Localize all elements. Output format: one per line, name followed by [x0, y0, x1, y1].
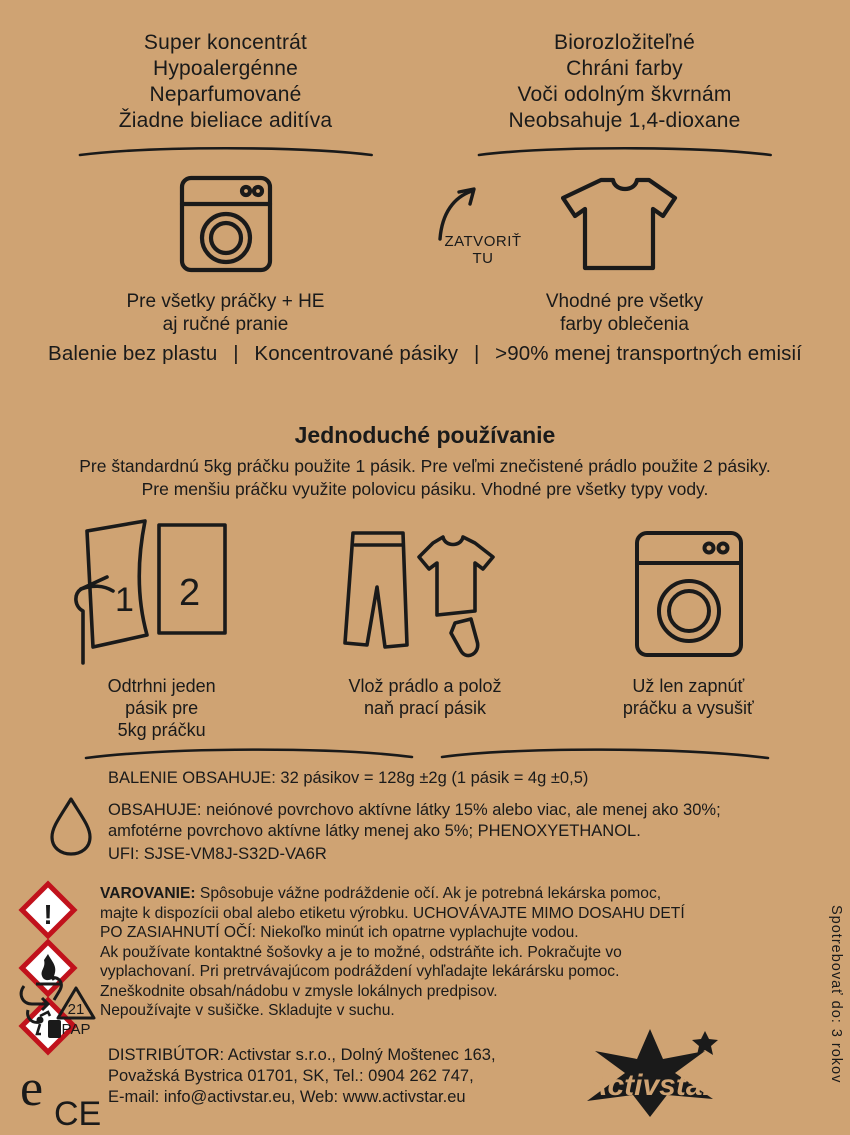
warning-line: Nepoužívajte v sušičke. Skladujte v suchu.: [100, 1002, 395, 1019]
usage-step-2: [293, 515, 556, 741]
usage-title: Jednoduché používanie: [294, 422, 556, 448]
warning-line: Zneškodnite obsah/nádobu v zmysle lokálnych predpisov.: [100, 982, 498, 1000]
usage-subtitle: [0, 455, 850, 501]
warning-line: Ak používate kontaktné šošovky a je to možné, odstráňte ich. Pokračujte vo: [100, 943, 622, 961]
step-3-text: [557, 675, 820, 719]
water-drop-icon: [48, 795, 94, 862]
divider-left: [78, 144, 374, 158]
warning-block: [100, 884, 802, 1021]
close-here-line2: TU: [472, 250, 494, 267]
ufi-code: UFI: SJSE-VM8J-S32D-VA6R: [108, 845, 327, 863]
e-mark: e: [20, 1060, 44, 1117]
svg-text:!: !: [43, 899, 53, 930]
benefit-item: >90% menej transportných emisií: [495, 342, 802, 365]
divider-info-right: [440, 745, 770, 761]
step-2-text: [293, 675, 556, 719]
ingredients-line: amfotérne povrchovo aktívne látky menej ako 5%; PHENOXYETHANOL.: [108, 822, 641, 840]
usage-steps: [30, 515, 820, 741]
exclamation-hazard-icon: [22, 884, 74, 936]
step-text-line: naň prací pásik: [363, 698, 487, 718]
left-caption: [36, 290, 415, 336]
claim-text: Voči odolným škvrnám: [517, 83, 732, 106]
benefit-item: Balenie bez plastu: [48, 342, 218, 365]
recycling-code: 21: [67, 1001, 85, 1018]
ce-mark: CE: [54, 1095, 102, 1129]
caption-line: Vhodné pre všetky: [545, 291, 704, 312]
warning-label: VAROVANIE:: [100, 885, 196, 902]
top-claims-section: [0, 0, 850, 336]
mobius-loop-icon: [21, 975, 61, 1022]
close-here-note: [428, 185, 538, 267]
warning-line: PO ZASIAHNUTÍ OČÍ: Niekoľko minút ich opatrne vyplachujte vodou.: [100, 924, 579, 941]
step-text-line: Už len zapnúť: [632, 676, 745, 696]
claim-text: Hypoalergénne: [152, 57, 299, 80]
usage-step-1: [30, 515, 293, 741]
recycling-marks: [16, 972, 102, 1055]
laundry-clothes-icon: [293, 515, 556, 665]
usage-step-3: [557, 515, 820, 741]
ingredients-line: OBSAHUJE: neiónové povrchovo aktívne látky 15% alebo viac, ale menej ako 30%;: [108, 801, 721, 819]
usage-subtitle-line: Pre štandardnú 5kg práčku použite 1 pásik. Pre veľmi znečistené prádlo použite 2 pásiky.: [79, 456, 771, 476]
brand-name: Activstar: [585, 1069, 715, 1102]
brand-logo: [555, 1025, 745, 1120]
step-text-line: 5kg práčku: [117, 720, 206, 740]
warning-line: [100, 884, 802, 904]
washing-machine-icon: [557, 515, 820, 665]
caption-line: farby oblečenia: [560, 314, 689, 335]
step-text-line: práčku a vysušiť: [622, 698, 754, 718]
step-number: 1: [114, 581, 134, 619]
distributor-line: Považská Bystrica 01701, SK, Tel.: 0904 262 747,: [108, 1067, 474, 1085]
benefit-item: Koncentrované pásiky: [254, 342, 459, 365]
washing-machine-icon: [36, 158, 415, 278]
warning-line: majte k dispozícii obal alebo etiketu výrobku. UCHOVÁVAJTE MIMO DOSAHU DETÍ: [100, 904, 685, 922]
hand-tearing-strip-icon: [30, 515, 293, 665]
warning-line: vyplachovaní. Pri pretrvávajúcom podráždení vyhľadajte lekárársku pomoc.: [100, 963, 620, 980]
left-claims-column: [36, 30, 425, 336]
benefits-strip: [0, 342, 850, 366]
caption-line: Pre všetky práčky + HE: [126, 291, 325, 312]
step-1-text: [30, 675, 293, 741]
claim-text: Neparfumované: [149, 83, 302, 106]
distributor-line: DISTRIBÚTOR: Activstar s.r.o., Dolný Moštenec 163,: [108, 1046, 496, 1064]
step-text-line: Vlož prádlo a polož: [348, 676, 502, 696]
claim-text: Biorozložiteľné: [553, 31, 696, 54]
step-number: 2: [178, 572, 200, 614]
divider-right: [477, 144, 773, 158]
divider-info-left: [84, 745, 414, 761]
claim-text: Super koncentrát: [143, 31, 308, 54]
step-text-line: pásik pre: [125, 698, 199, 718]
curved-arrow-icon: [432, 183, 492, 245]
close-here-line1: ZATVORIŤ: [444, 233, 522, 250]
distributor-block: [108, 1045, 496, 1108]
claim-text: Chráni farby: [566, 57, 683, 80]
right-caption: [435, 290, 814, 336]
info-block: [108, 768, 830, 865]
usage-subtitle-line: Pre menšiu práčku využite polovicu pásiku. Vhodné pre všetky typy vody.: [141, 479, 709, 499]
benefit-separator: |: [233, 342, 239, 365]
recycling-material: PAP: [61, 1021, 91, 1038]
claim-text: Neobsahuje 1,4-dioxane: [508, 109, 741, 132]
warning-text: Spôsobuje vážne podráždenie očí. Ak je potrebná lekárska pomoc,: [195, 885, 662, 902]
pack-contains: BALENIE OBSAHUJE: 32 pásikov = 128g ±2g (1 pásik = 4g ±0,5): [108, 769, 589, 787]
claim-text: Žiadne bieliace aditíva: [118, 109, 333, 132]
step-text-line: Odtrhni jeden: [107, 676, 216, 696]
distributor-line: E-mail: info@activstar.eu, Web: www.activstar.eu: [108, 1088, 466, 1106]
caption-line: aj ručné pranie: [162, 314, 289, 335]
benefit-separator: |: [473, 342, 480, 365]
shelf-life-text: Spotrebovať do: 3 rokov: [828, 905, 844, 1084]
conformity-marks: [18, 1055, 108, 1134]
